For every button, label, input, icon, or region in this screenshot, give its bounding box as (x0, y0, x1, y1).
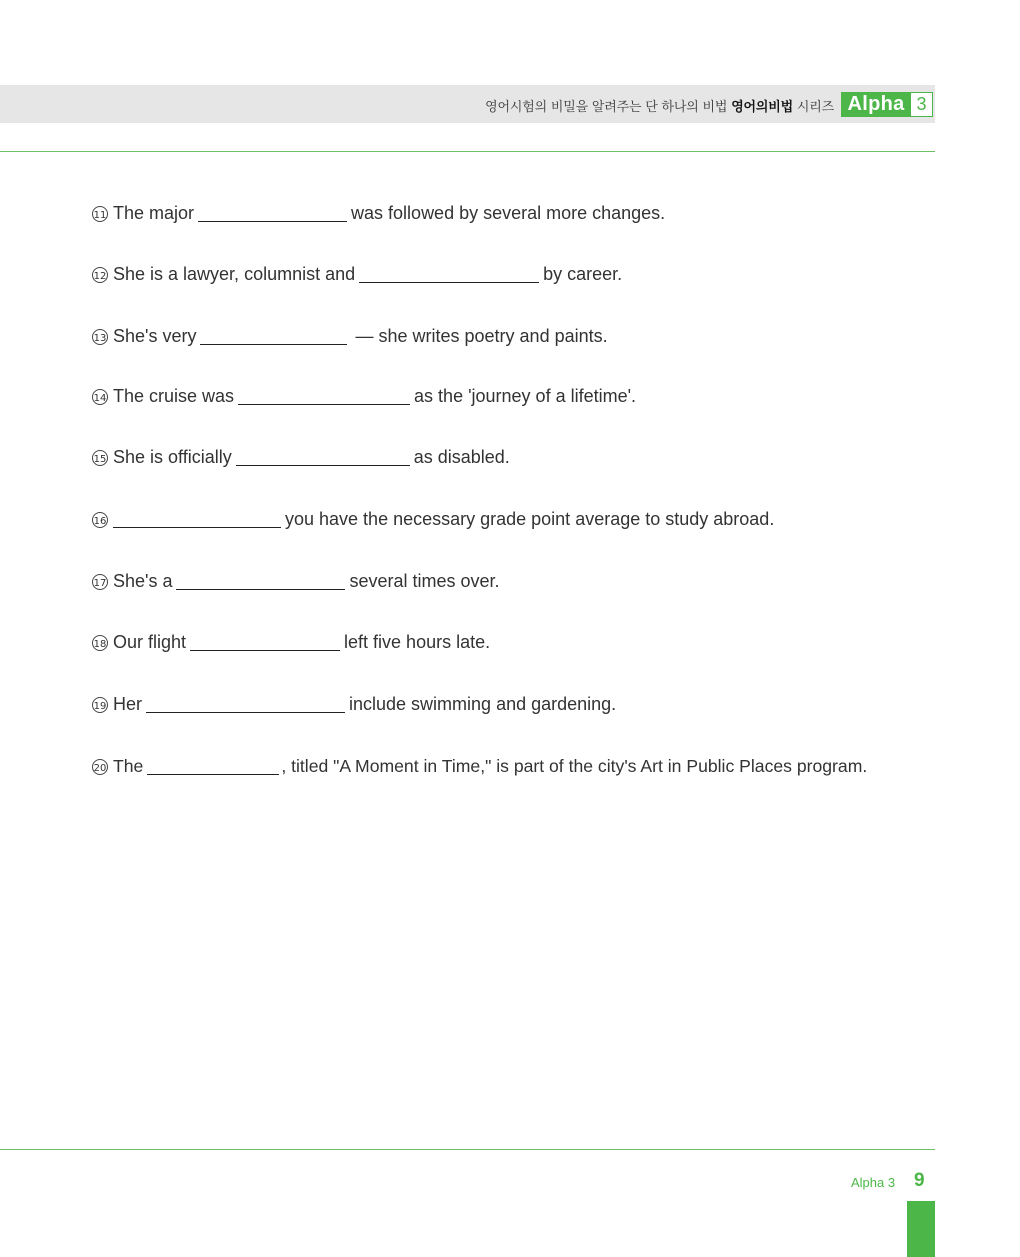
sentence-start: Our flight (113, 632, 187, 652)
sentence-end: by career. (543, 264, 623, 284)
answer-blank[interactable] (147, 756, 279, 775)
series-suffix: 시리즈 (796, 100, 834, 115)
exercise-item (92, 570, 500, 592)
page-number: 9 (914, 1170, 925, 1191)
sentence-end: , titled "A Moment in Time," is part of the city's Art in Public Places program. (281, 756, 868, 776)
item-number: 14 (92, 389, 108, 405)
exercise-item (92, 693, 616, 715)
sentence-start: She is officially (113, 447, 232, 467)
answer-blank[interactable] (190, 632, 340, 651)
answer-blank[interactable] (200, 326, 347, 345)
footer-book-label: Alpha 3 (851, 1175, 896, 1190)
sentence-end: as disabled. (413, 447, 510, 467)
exercise-item (92, 385, 636, 407)
item-number: 13 (92, 329, 108, 345)
sentence-start: Her (113, 694, 143, 714)
sentence-end: include swimming and gardening. (349, 694, 617, 714)
answer-blank[interactable] (236, 447, 410, 466)
sentence-end: you have the necessary grade point average to study abroad. (285, 509, 775, 529)
answer-blank[interactable] (176, 571, 345, 590)
series-text: 영어시험의 비밀을 알려주는 단 하나의 비법 (485, 100, 728, 115)
sentence-start: The (113, 756, 144, 776)
answer-blank[interactable] (198, 203, 347, 222)
answer-blank[interactable] (238, 386, 410, 405)
sentence-end: left five hours late. (344, 632, 491, 652)
answer-blank[interactable] (113, 509, 281, 528)
answer-blank[interactable] (146, 694, 345, 713)
series-title (485, 96, 834, 115)
series-brand: 영어의비법 (731, 100, 793, 115)
page-tab (907, 1201, 935, 1257)
exercise-item (92, 755, 867, 777)
sentence-end: — she writes poetry and paints. (355, 326, 608, 346)
book-level-badge: 3 (910, 92, 933, 117)
item-number: 16 (92, 512, 108, 528)
sentence-end: as the 'journey of a lifetime'. (414, 386, 637, 406)
item-number: 17 (92, 574, 108, 590)
header-divider (0, 151, 935, 152)
sentence-end: was followed by several more changes. (351, 203, 666, 223)
exercise-item (92, 202, 665, 224)
exercise-item (92, 508, 774, 530)
item-number: 11 (92, 206, 108, 222)
sentence-start: She's a (113, 571, 173, 591)
exercise-item (92, 263, 622, 285)
item-number: 18 (92, 635, 108, 651)
exercise-item (92, 325, 608, 347)
sentence-start: She is a lawyer, columnist and (113, 264, 356, 284)
sentence-start: The major (113, 203, 195, 223)
sentence-start: The cruise was (113, 386, 235, 406)
item-number: 19 (92, 697, 108, 713)
answer-blank[interactable] (359, 264, 539, 283)
item-number: 20 (92, 759, 108, 775)
sentence-end: several times over. (349, 571, 500, 591)
item-number: 12 (92, 267, 108, 283)
exercise-item (92, 446, 510, 468)
sentence-start: She's very (113, 326, 197, 346)
item-number: 15 (92, 450, 108, 466)
footer-divider (0, 1149, 935, 1150)
book-name-badge: Alpha (841, 92, 911, 117)
exercise-item (92, 631, 490, 653)
